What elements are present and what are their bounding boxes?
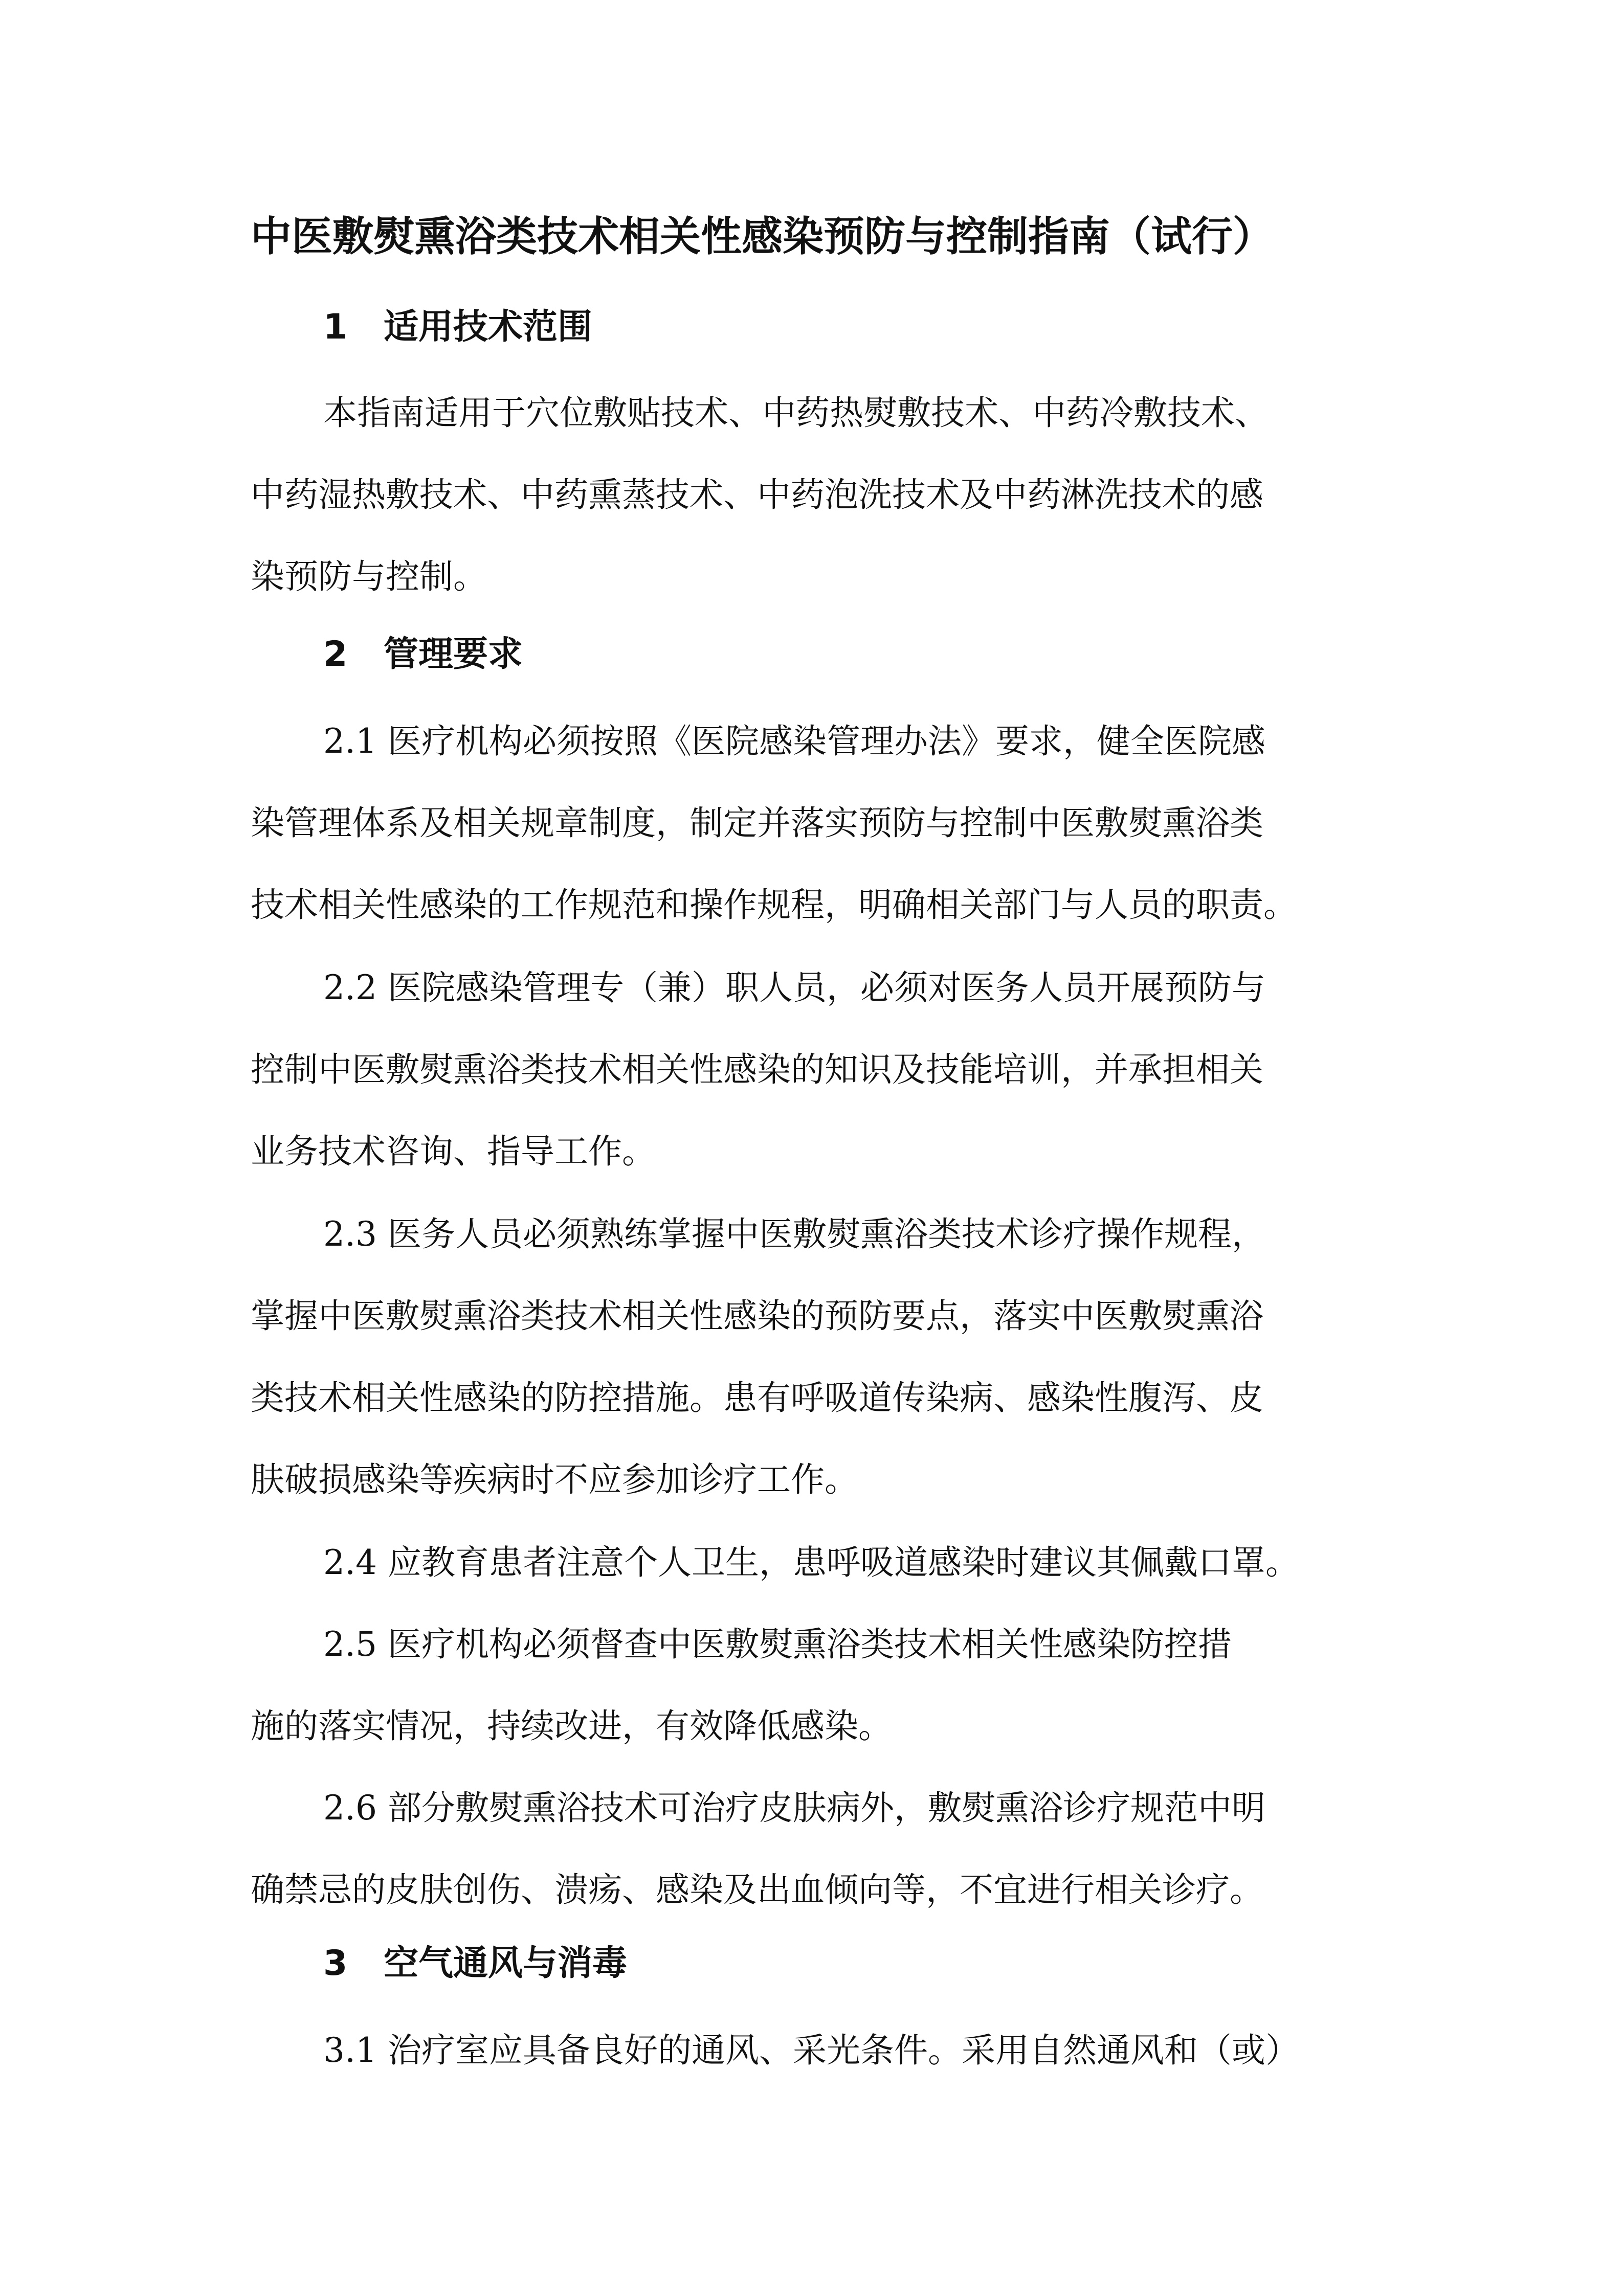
text-line: 中药湿热敷技术、中药熏蒸技术、中药泡洗技术及中药淋洗技术的感 xyxy=(251,475,1263,514)
paragraph-2-6 xyxy=(251,1767,1396,1931)
paragraph-2-5 xyxy=(251,1604,1396,1767)
text-line: 2.5 医疗机构必须督查中医敷熨熏浴类技术相关性感染防控措 xyxy=(323,1625,1232,1664)
text-line: 染管理体系及相关规章制度，制定并落实预防与控制中医敷熨熏浴类 xyxy=(251,803,1263,843)
paragraph-1-1 xyxy=(251,372,1396,618)
section-title: 空气通风与消毒 xyxy=(384,1943,628,1984)
text-line: 施的落实情况，持续改进，有效降低感染。 xyxy=(251,1706,892,1746)
paragraph-2-4 xyxy=(251,1522,1396,1604)
section-number: 2 xyxy=(323,634,348,674)
text-line: 2.6 部分敷熨熏浴技术可治疗皮肤病外，敷熨熏浴诊疗规范中明 xyxy=(323,1788,1265,1828)
document-title: 中医敷熨熏浴类技术相关性感染预防与控制指南（试行） xyxy=(251,213,1274,260)
section-number: 1 xyxy=(323,307,348,347)
text-line: 3.1 治疗室应具备良好的通风、采光条件。采用自然通风和（或） xyxy=(323,2031,1299,2070)
section-number: 3 xyxy=(323,1943,348,1984)
paragraph-2-2 xyxy=(251,947,1396,1192)
section-heading-3 xyxy=(323,1938,627,1989)
text-line: 控制中医敷熨熏浴类技术相关性感染的知识及技能培训，并承担相关 xyxy=(251,1050,1263,1089)
section-heading-1 xyxy=(323,302,592,353)
section-title: 适用技术范围 xyxy=(384,307,593,347)
paragraph-3-1 xyxy=(251,2010,1396,2091)
text-line: 技术相关性感染的工作规范和操作规程，明确相关部门与人员的职责。 xyxy=(251,885,1297,925)
text-line: 掌握中医敷熨熏浴类技术相关性感染的预防要点，落实中医敷熨熏浴 xyxy=(251,1296,1263,1336)
section-title: 管理要求 xyxy=(384,634,523,674)
text-line: 2.2 医院感染管理专（兼）职人员，必须对医务人员开展预防与 xyxy=(323,968,1265,1007)
paragraph-2-3 xyxy=(251,1194,1396,1521)
paragraph-2-1 xyxy=(251,701,1396,946)
text-line: 类技术相关性感染的防控措施。患有呼吸道传染病、感染性腹泻、皮 xyxy=(251,1378,1263,1417)
text-line: 2.3 医务人员必须熟练掌握中医敷熨熏浴类技术诊疗操作规程， xyxy=(323,1214,1265,1254)
text-line: 业务技术咨询、指导工作。 xyxy=(251,1132,656,1171)
text-line: 2.1 医疗机构必须按照《医院感染管理办法》要求，健全医院感 xyxy=(323,722,1265,761)
text-line: 2.4 应教育患者注意个人卫生，患呼吸道感染时建议其佩戴口罩。 xyxy=(323,1543,1299,1582)
text-line: 确禁忌的皮肤创伤、溃疡、感染及出血倾向等，不宜进行相关诊疗。 xyxy=(251,1870,1263,1909)
text-line: 染预防与控制。 xyxy=(251,557,487,596)
text-line: 肤破损感染等疾病时不应参加诊疗工作。 xyxy=(251,1460,858,1499)
text-line: 本指南适用于穴位敷贴技术、中药热熨敷技术、中药冷敷技术、 xyxy=(323,393,1269,433)
section-heading-2 xyxy=(323,629,523,680)
